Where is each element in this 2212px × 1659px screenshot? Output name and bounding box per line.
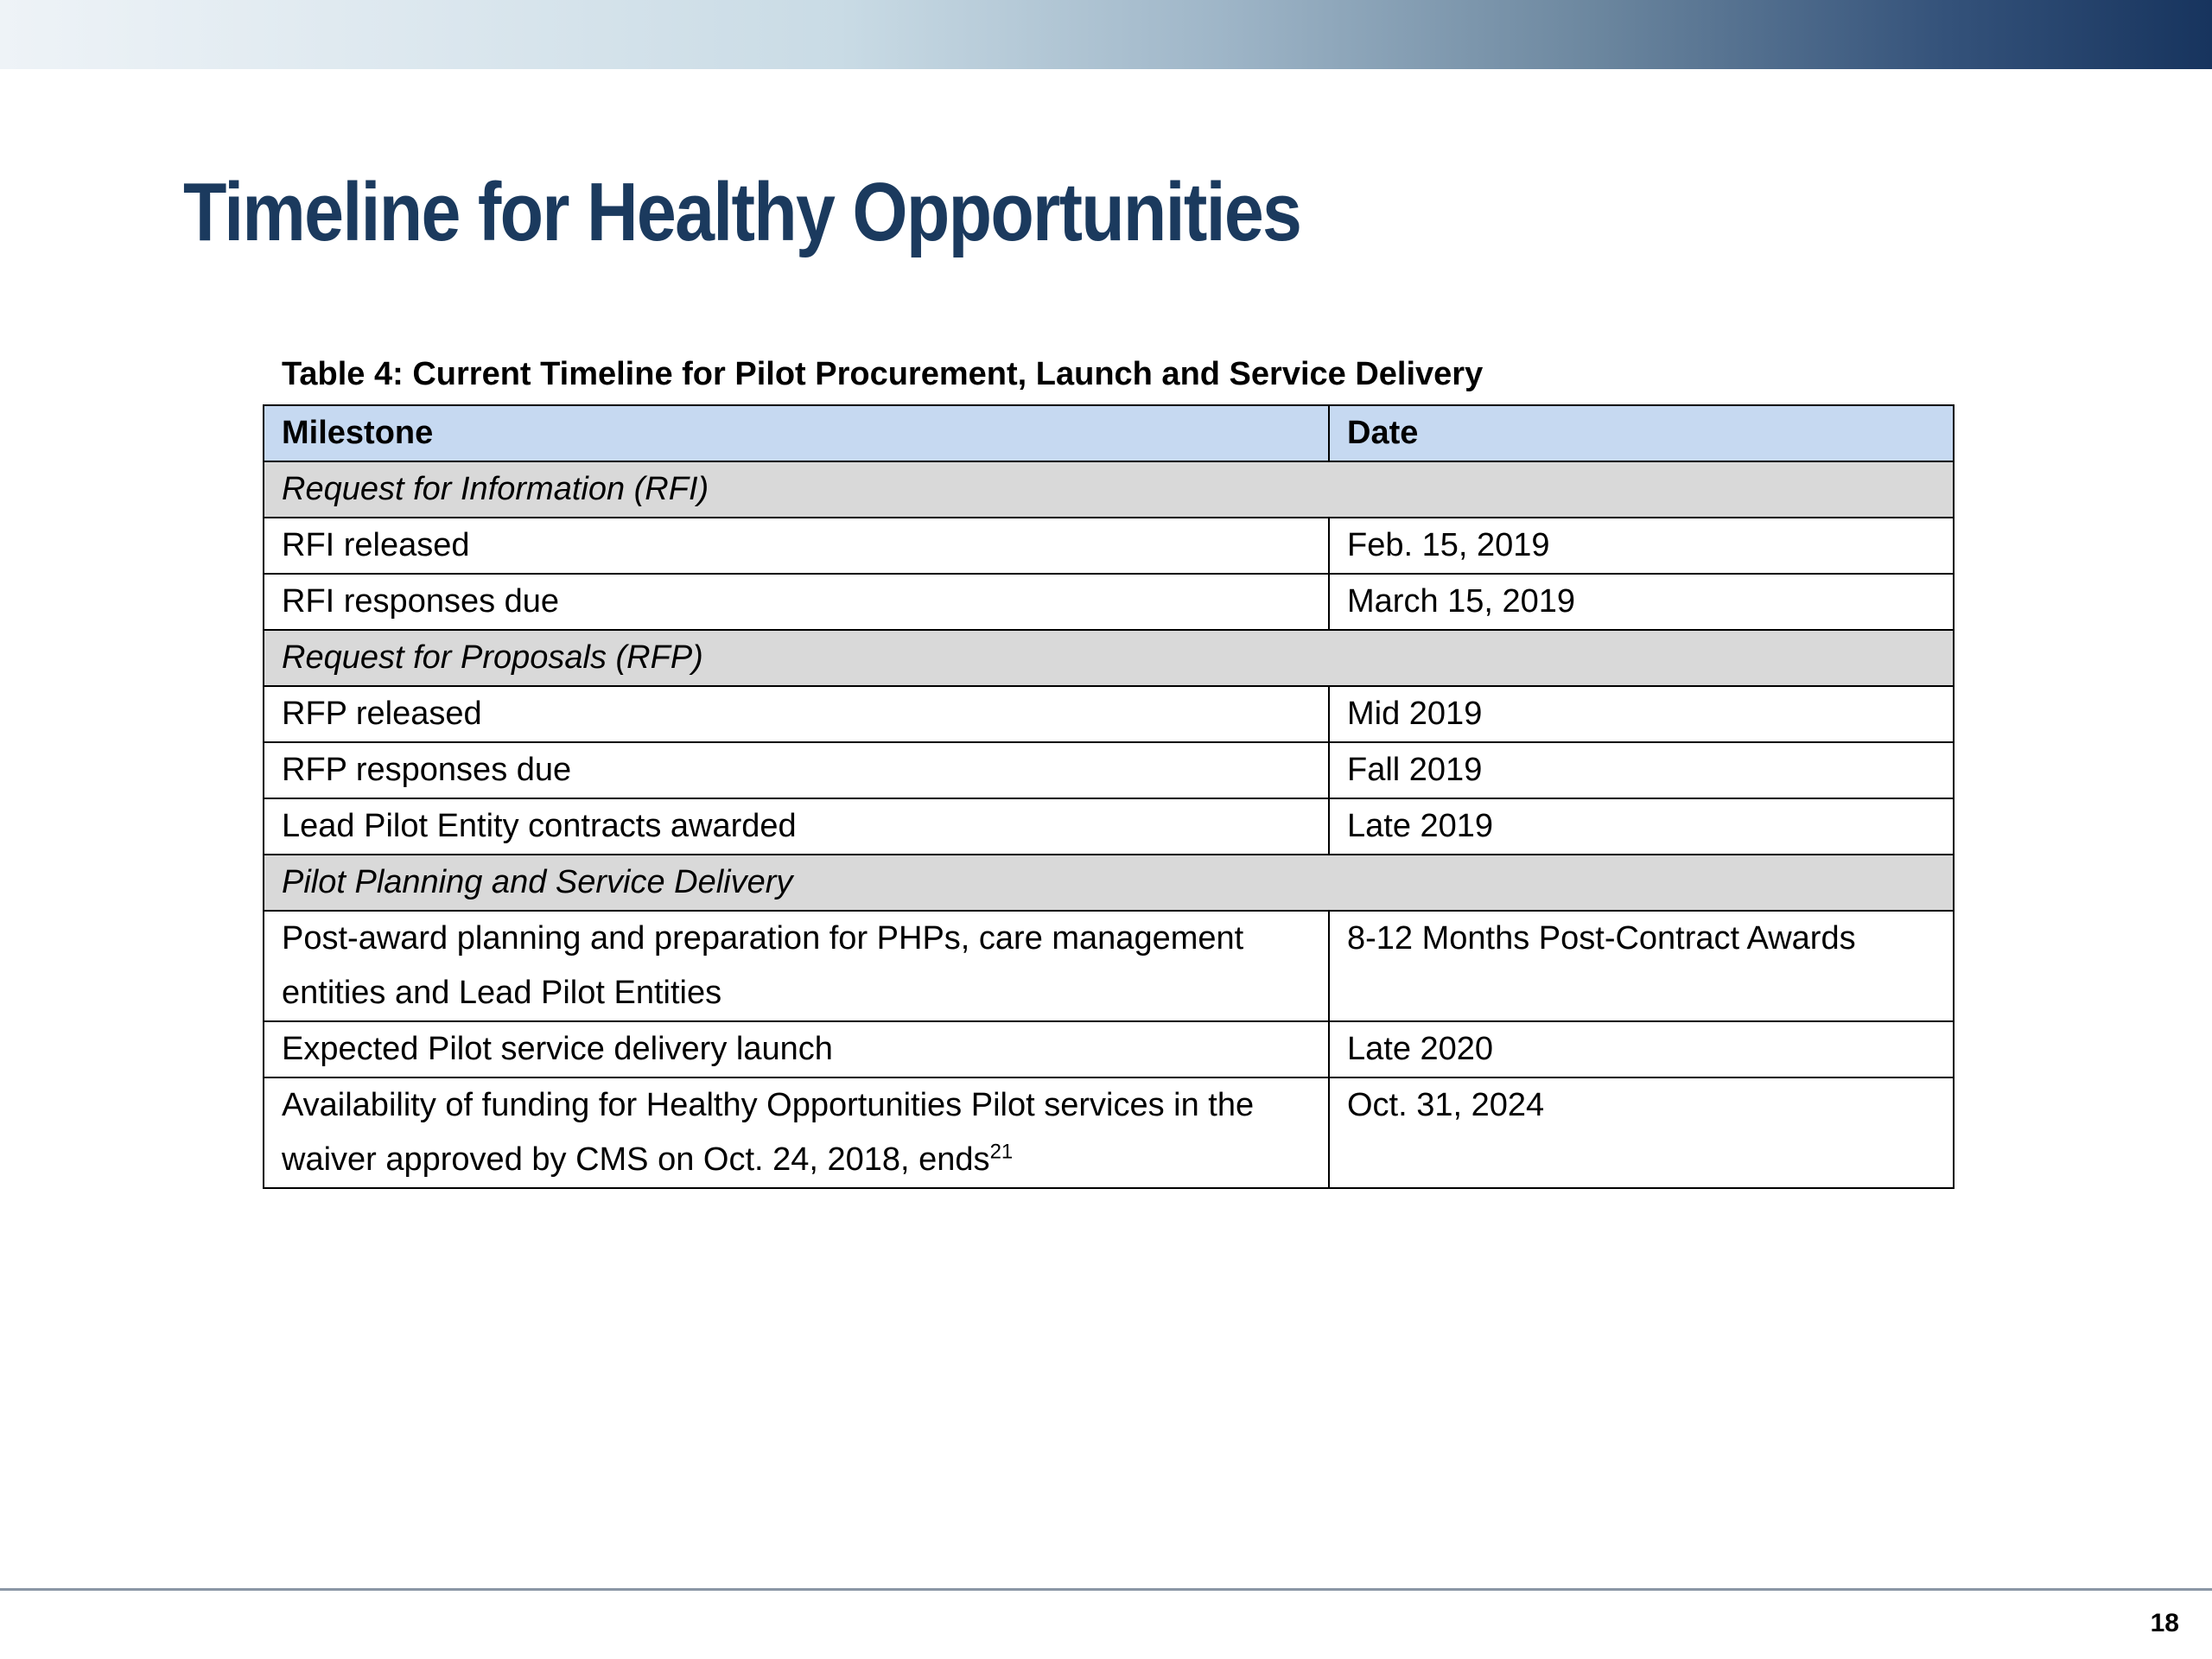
date-cell: Mid 2019 xyxy=(1329,686,1954,742)
milestone-cell: RFI responses due xyxy=(264,574,1329,630)
timeline-table xyxy=(263,404,1955,1189)
table-row xyxy=(264,1021,1954,1077)
section-label: Pilot Planning and Service Delivery xyxy=(264,855,1954,911)
table-header-row xyxy=(264,405,1954,461)
date-cell: 8-12 Months Post-Contract Awards xyxy=(1329,911,1954,1021)
section-row-rfp xyxy=(264,630,1954,686)
date-cell: Fall 2019 xyxy=(1329,742,1954,798)
table-row xyxy=(264,1077,1954,1188)
milestone-cell: Expected Pilot service delivery launch xyxy=(264,1021,1329,1077)
section-label: Request for Proposals (RFP) xyxy=(264,630,1954,686)
section-row-planning xyxy=(264,855,1954,911)
milestone-cell: RFP released xyxy=(264,686,1329,742)
header-date: Date xyxy=(1329,405,1954,461)
table-row xyxy=(264,686,1954,742)
milestone-cell: Post-award planning and preparation for PHPs, care management entities and Lead Pilot Entities xyxy=(264,911,1329,1021)
milestone-cell: RFI released xyxy=(264,518,1329,574)
table-row xyxy=(264,574,1954,630)
date-cell: Feb. 15, 2019 xyxy=(1329,518,1954,574)
milestone-cell xyxy=(264,1077,1329,1188)
footer-divider xyxy=(0,1588,2212,1591)
date-cell: March 15, 2019 xyxy=(1329,574,1954,630)
milestone-cell: Lead Pilot Entity contracts awarded xyxy=(264,798,1329,855)
table-row xyxy=(264,798,1954,855)
date-cell: Late 2020 xyxy=(1329,1021,1954,1077)
milestone-cell: RFP responses due xyxy=(264,742,1329,798)
header-milestone: Milestone xyxy=(264,405,1329,461)
page-number: 18 xyxy=(2150,1609,2179,1637)
table-row xyxy=(264,518,1954,574)
top-gradient-bar xyxy=(0,0,2212,69)
table-row xyxy=(264,742,1954,798)
milestone-text: Availability of funding for Healthy Opportunities Pilot services in the waiver approved by CMS on Oct. 24, 2018, ends xyxy=(282,1087,1255,1178)
section-label: Request for Information (RFI) xyxy=(264,461,1954,518)
table-caption: Table 4: Current Timeline for Pilot Procurement, Launch and Service Delivery xyxy=(282,356,1484,392)
date-cell: Late 2019 xyxy=(1329,798,1954,855)
table-row xyxy=(264,911,1954,1021)
section-row-rfi xyxy=(264,461,1954,518)
slide-title: Timeline for Healthy Opportunities xyxy=(183,166,1301,258)
date-cell: Oct. 31, 2024 xyxy=(1329,1077,1954,1188)
footnote-marker: 21 xyxy=(989,1140,1014,1164)
